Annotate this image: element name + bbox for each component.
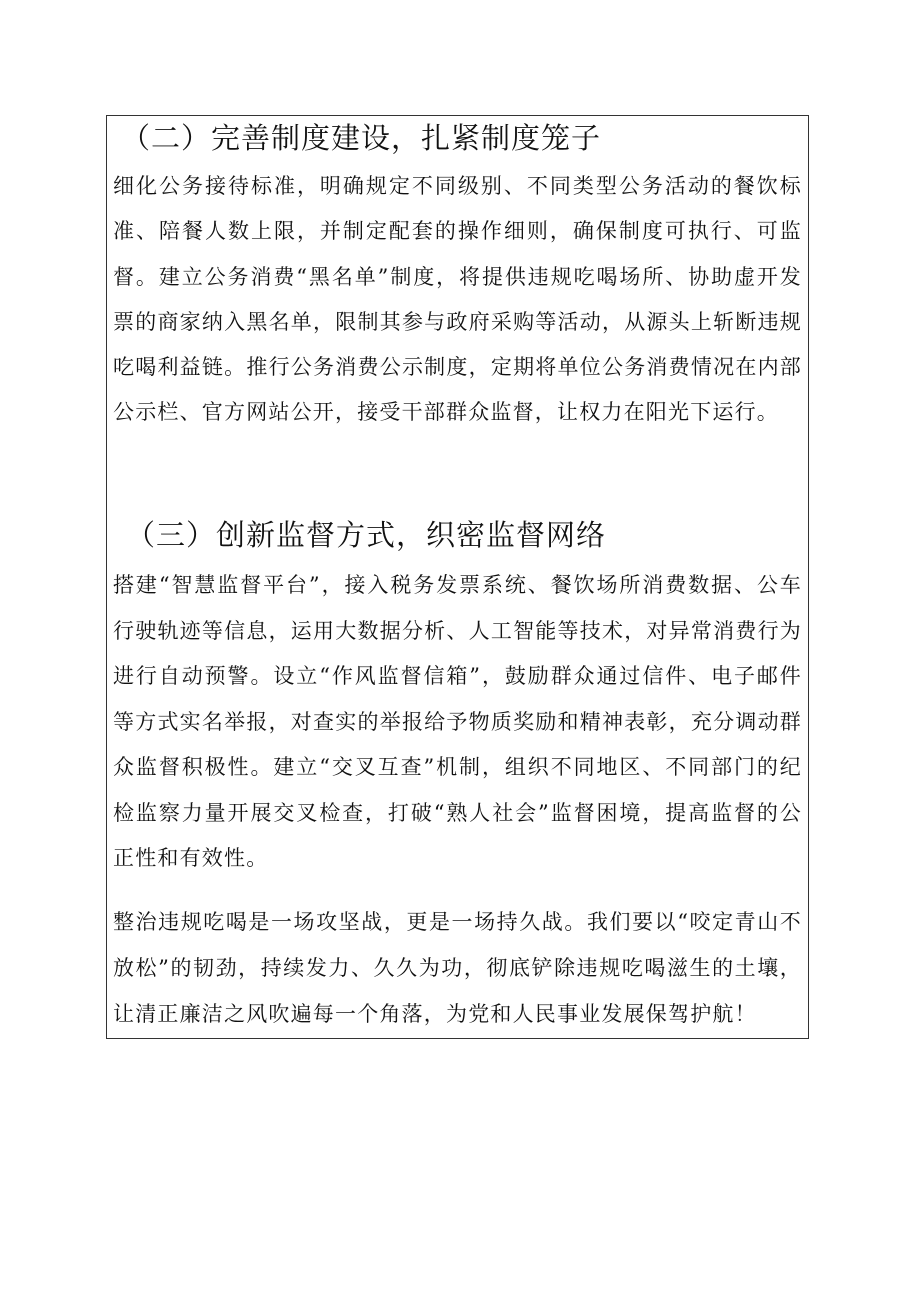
section-three-heading: （三）创新监督方式，织密监督网络 <box>126 518 607 552</box>
section-two-heading: （二）完善制度建设，扎紧制度笼子 <box>121 121 602 155</box>
section-two-body: 细化公务接待标准，明确规定不同级别、不同类型公务活动的餐饮标准、陪餐人数上限，并制定配套的操作细则，确保制度可执行、可监督。建立公务消费“黑名单”制度，将提供违规吃喝场所、协助虚开发票的商家纳入黑名单，限制其参与政府采购等活动，从源头上斩断违规吃喝利益链。推行公务消费公示制度，定期将单位公务消费情况在内部公示栏、官方网站公开，接受干部群众监督，让权力在阳光下运行。 <box>113 174 802 425</box>
section-three-body: 搭建“智慧监督平台”，接入税务发票系统、餐饮场所消费数据、公车行驶轨迹等信息，运用大数据分析、人工智能等技术，对异常消费行为进行自动预警。设立“作风监督信箱”，鼓励群众通过信件、电子邮件等方式实名举报，对查实的举报给予物质奖励和精神表彰，充分调动群众监督积极性。建立“交叉互查”机制，组织不同地区、不同部门的纪检监察力量开展交叉检查，打破“熟人社会”监督困境，提高监督的公正性和有效性。 <box>113 573 802 870</box>
document-frame <box>106 115 809 1039</box>
conclusion-body: 整治违规吃喝是一场攻坚战，更是一场持久战。我们要以“咬定青山不放松”的韧劲，持续发力、久久为功，彻底铲除违规吃喝滋生的土壤，让清正廉洁之风吹遍每一个角落，为党和人民事业发展保驾护航！ <box>113 910 802 1026</box>
